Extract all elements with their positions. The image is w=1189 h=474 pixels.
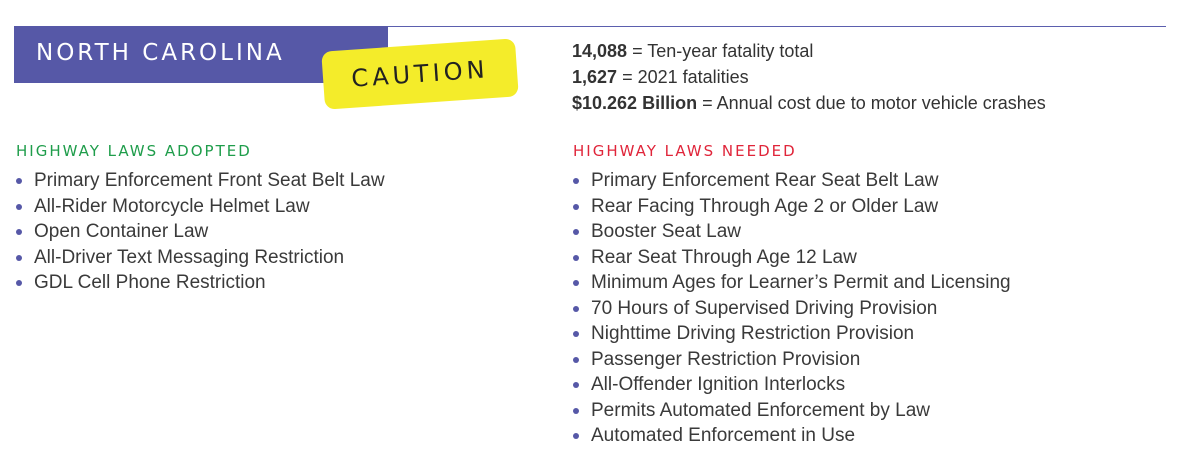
stat-label: = 2021 fatalities	[622, 67, 749, 87]
bullet-icon	[16, 204, 22, 210]
list-item	[573, 372, 1011, 398]
law-label: Automated Enforcement in Use	[591, 425, 856, 446]
list-item	[573, 219, 1011, 245]
law-label: Primary Enforcement Front Seat Belt Law	[34, 170, 385, 191]
law-label: Rear Facing Through Age 2 or Older Law	[591, 195, 939, 217]
stat-value: $10.262 Billion	[572, 93, 698, 113]
list-item	[16, 245, 385, 271]
bullet-icon	[573, 408, 579, 414]
law-label: Open Container Law	[34, 221, 209, 242]
list-item	[16, 270, 385, 296]
bullet-icon	[16, 255, 22, 261]
needed-laws-list	[573, 168, 1011, 449]
bullet-icon	[16, 280, 22, 286]
list-item	[573, 245, 1011, 271]
list-item	[573, 398, 1011, 424]
stat-value: 14,088	[572, 41, 628, 61]
bullet-icon	[573, 178, 579, 184]
list-item	[16, 194, 385, 220]
stat-2021-fatalities	[572, 64, 1046, 90]
law-label: Minimum Ages for Learner’s Permit and Licensing	[591, 272, 1011, 293]
law-label: Permits Automated Enforcement by Law	[591, 399, 930, 421]
stat-annual-cost	[572, 90, 1046, 116]
law-label: All-Driver Text Messaging Restriction	[34, 246, 345, 268]
law-label: Booster Seat Law	[591, 221, 741, 242]
header-divider	[388, 26, 1166, 27]
list-item	[573, 321, 1011, 347]
law-label: All-Rider Motorcycle Helmet Law	[34, 195, 310, 217]
law-label: GDL Cell Phone Restriction	[34, 272, 266, 293]
law-label: 70 Hours of Supervised Driving Provision	[591, 297, 938, 319]
stat-label: = Ten-year fatality total	[632, 41, 814, 61]
bullet-icon	[573, 357, 579, 363]
stat-value: 1,627	[572, 67, 618, 87]
bullet-icon	[573, 433, 579, 439]
list-item	[573, 347, 1011, 373]
bullet-icon	[573, 331, 579, 337]
bullet-icon	[573, 382, 579, 388]
state-name: NORTH CAROLINA	[36, 40, 285, 66]
law-label: All-Offender Ignition Interlocks	[591, 374, 846, 395]
adopted-laws-list	[16, 168, 385, 296]
stat-ten-year-total	[572, 38, 1046, 64]
law-label: Primary Enforcement Rear Seat Belt Law	[591, 170, 939, 191]
list-item	[573, 423, 1011, 449]
bullet-icon	[573, 306, 579, 312]
bullet-icon	[16, 178, 22, 184]
caution-badge	[321, 38, 519, 109]
needed-laws-heading: HIGHWAY LAWS NEEDED	[573, 142, 797, 160]
bullet-icon	[573, 280, 579, 286]
caution-badge-label: CAUTION	[350, 55, 490, 93]
law-label: Nighttime Driving Restriction Provision	[591, 323, 915, 344]
list-item	[573, 168, 1011, 194]
bullet-icon	[573, 204, 579, 210]
law-label: Passenger Restriction Provision	[591, 348, 861, 370]
bullet-icon	[16, 229, 22, 235]
fatality-stats	[572, 38, 1046, 116]
bullet-icon	[573, 229, 579, 235]
list-item	[573, 270, 1011, 296]
law-label: Rear Seat Through Age 12 Law	[591, 246, 857, 268]
bullet-icon	[573, 255, 579, 261]
adopted-laws-heading: HIGHWAY LAWS ADOPTED	[16, 142, 252, 160]
list-item	[16, 219, 385, 245]
list-item	[573, 296, 1011, 322]
list-item	[573, 194, 1011, 220]
list-item	[16, 168, 385, 194]
stat-label: = Annual cost due to motor vehicle crashes	[702, 93, 1046, 113]
